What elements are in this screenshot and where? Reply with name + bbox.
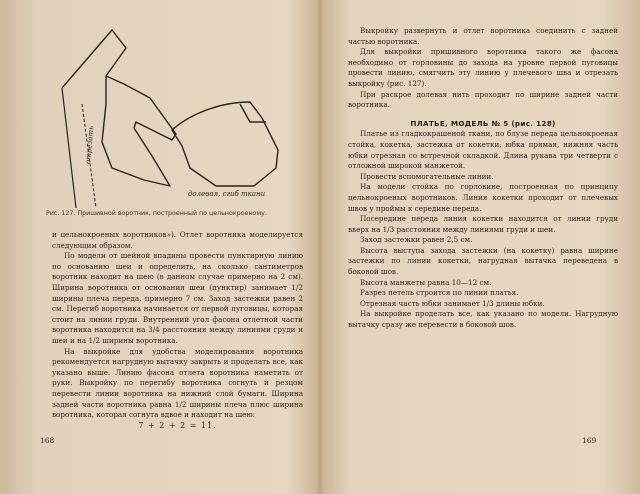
right-page [320, 0, 640, 494]
paragraph: Для выкройки пришивного воротника такого же фасона необходимо от горловины до захода на уровне первой пуговицы провести линию, смягчить эту линию у плечевого шва и отрезать выкройку (рис. 127). [348, 47, 618, 88]
paragraph: При раскрое долевая нить проходит по ширине задней части воротника. [348, 89, 618, 110]
paragraph: По модели от шейной впадины провести пунктирную линию по основанию шеи и определить, на сколько сантиметров воротник находит на шею (в данном случае примерно на 2 см). Ширина воротника от основания шеи (пунктир) занимает 1/2 ширины плеча переда, примерно 7 см. Заход застежки равен 2 см. Перегиб воротника начинается от первой пуговицы, которая стоит на линии груди. Внутренний угол фасона отлетной части воротника находится на 3/4 расстояния между линиями груди и шеи и на 1/2 ширины воротника. [52, 251, 303, 345]
paragraph: Выкройку развернуть и отлет воротника соединить с задней частью воротника. [348, 26, 618, 46]
page-number-left: 168 [40, 436, 55, 445]
paragraph: и цельнокроеных воротников»). Отлет воротника моделируется следующим образом. [52, 230, 303, 250]
paragraph: Высота манжеты равна 10—12 см. [360, 277, 492, 287]
collar-front-outline [62, 30, 176, 186]
page-number-right: 169 [582, 436, 597, 445]
paragraph: Платье из гладкокрашеной ткани, по блузе переда цельнокроеная стойка, кокетка, застежка от кокетки, юбка прямая, нижняя часть юбки отрезная со встречной складкой. Длина рукава три четверти с отложной широкой манжетой. [348, 129, 618, 171]
section-heading: ПЛАТЬЕ, МОДЕЛЬ № 5 (рис. 128) [410, 118, 556, 128]
paragraph: Провести вспомогательные линии. [360, 171, 494, 181]
figure-caption: Рис. 127. Пришивной воротник, построенный по цельнокроеному. [46, 210, 267, 217]
figure-label-grain: долевая, сгиб ткани [188, 190, 266, 198]
paragraph: Разрез петель строится по линии платья. [360, 288, 519, 298]
paragraph: На модели стойка по горловине, построенная по принципу цельнокроеных воротников. Линия кокетки проходит от плечевых швов у проймы к середине переда. [348, 182, 618, 213]
paragraph: Отрезная часть юбки занимает 1/3 длины юбки. [360, 298, 545, 308]
width-formula: 7 + 2 + 2 = 11. [138, 420, 217, 430]
left-body-text [52, 230, 303, 431]
paragraph: Заход застежки равен 2,5 см. [360, 235, 473, 245]
collar-pattern-figure [40, 18, 302, 208]
paragraph: Высота выступа захода застежки (на кокетку) равна ширине застежки по линии кокетки, нагрудная вытачка переведена в боковой шов. [348, 245, 618, 277]
paragraph: На выкройке проделать все, как указано по модели. Нагрудную вытачку сразу же перевести в боковой шов. [348, 309, 618, 330]
figure-label-cut: отрезать [84, 125, 96, 165]
front-edge-line [62, 88, 76, 208]
collar-back-outline [172, 102, 278, 186]
paragraph: На выкройке для удобства моделирования воротника рекомендуется нагрудную вытачку закрыть и проделать все, как указано выше. Линию фасона отлета воротника наметить от руки. Выкройку по перегибу воротника согнуть и резцом перевести линии воротника на нижний слой бумаги. Ширина задней части воротника равна 1/2 ширины плеча плюс ширина воротника, которая согнута вдвое и находит на шею: [52, 346, 303, 420]
paragraph: Посередине переда линия кокетки находится от линии груди вверх на 1/3 расстояния между линиями груди и шеи. [348, 214, 618, 234]
right-body-text [348, 26, 618, 331]
